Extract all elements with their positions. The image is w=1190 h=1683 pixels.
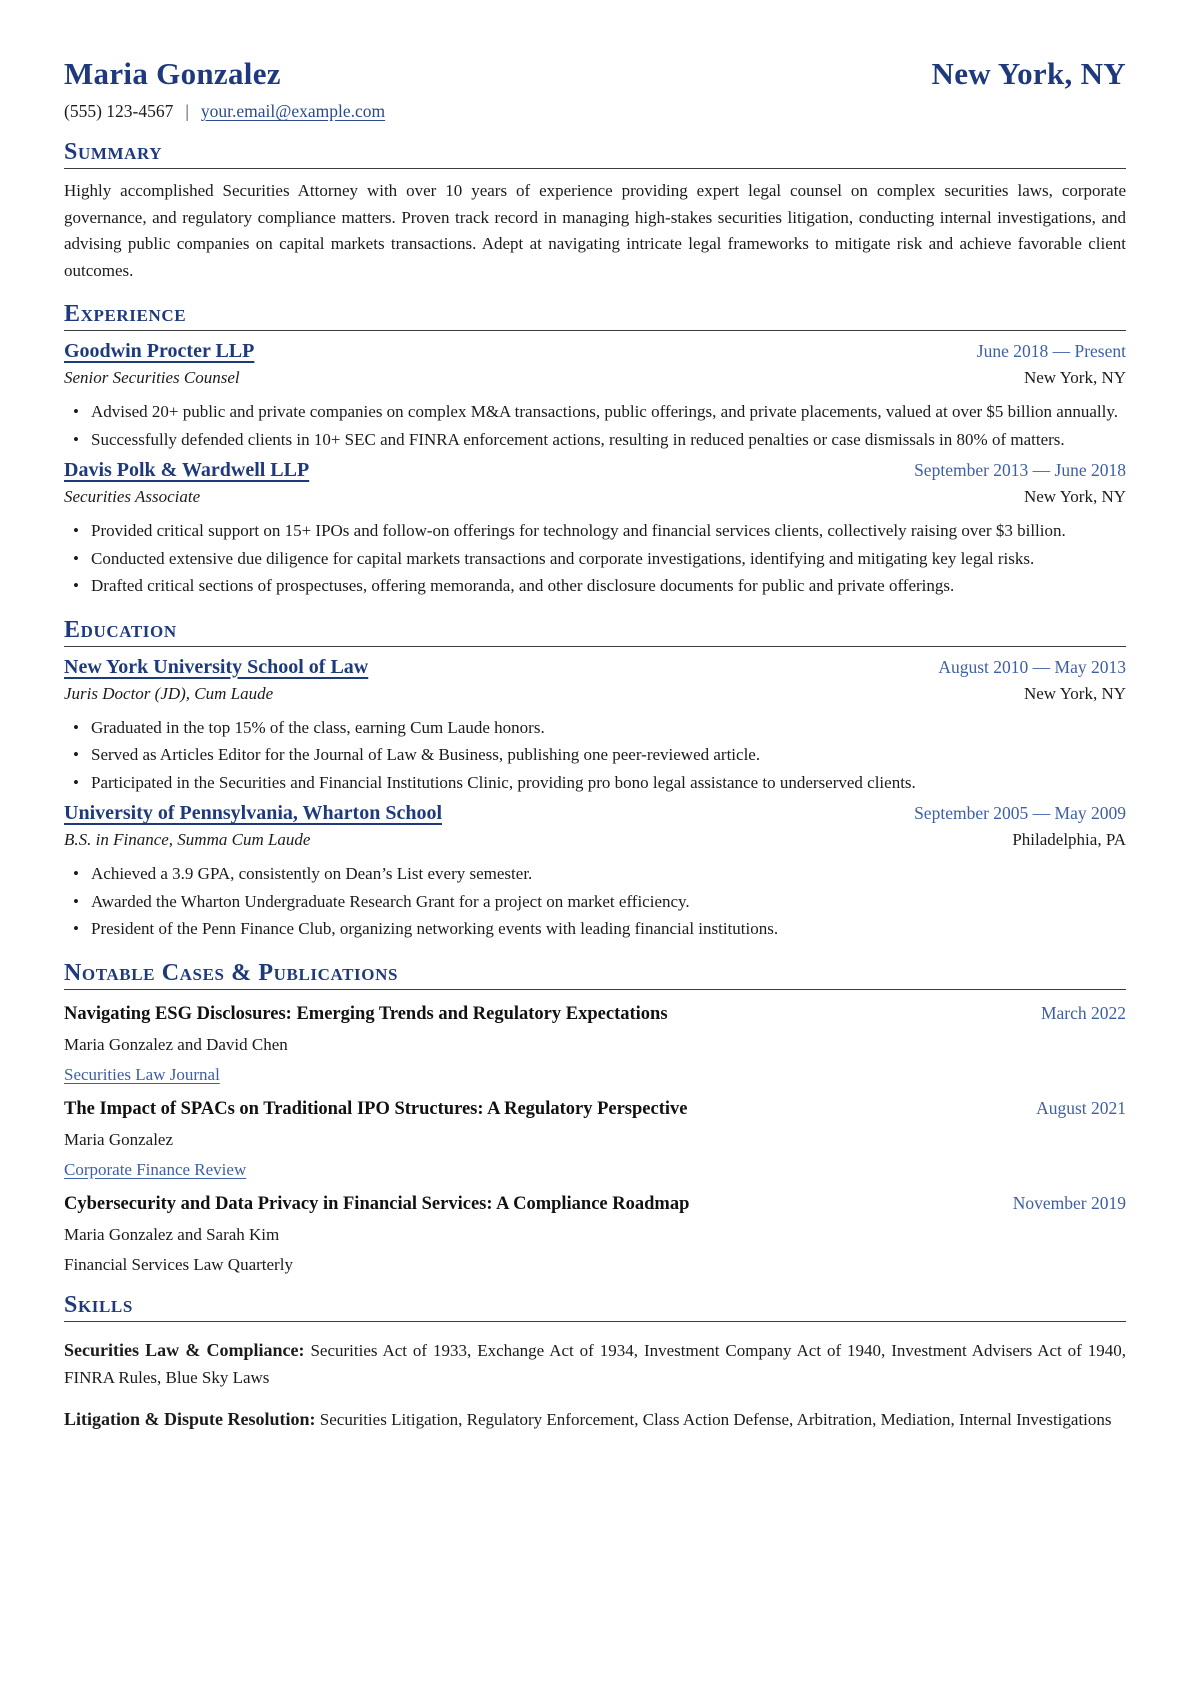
entry-bullet-list bbox=[64, 518, 1126, 600]
entry-degree: Juris Doctor (JD), Cum Laude bbox=[64, 683, 274, 703]
entry-bullet-list bbox=[64, 399, 1126, 453]
skill-label: Securities Law & Compliance: bbox=[64, 1339, 305, 1360]
header-location: New York, NY bbox=[931, 56, 1126, 91]
skill-text: Securities Litigation, Regulatory Enforcement, Class Action Defense, Arbitration, Mediation, Internal Investigations bbox=[319, 1409, 1112, 1429]
publication-entry bbox=[64, 1098, 1126, 1180]
experience-section-title: Experience bbox=[64, 301, 1126, 331]
experience-entry bbox=[64, 340, 1126, 453]
section-education bbox=[64, 617, 1126, 943]
summary-text: Highly accomplished Securities Attorney with over 10 years of experience providing expert legal counsel on complex securities laws, corporate governance, and regulatory compliance matters. Proven track record in managing high-stakes securities litigation, conducting internal investigations, and advising public companies on capital markets transactions. Adept at navigating intricate legal frameworks to mitigate risk and achieve favorable client outcomes. bbox=[64, 181, 1126, 280]
entry-sub bbox=[64, 368, 1126, 388]
experience-entry bbox=[64, 459, 1126, 600]
entry-dates: August 2010 — May 2013 bbox=[938, 656, 1126, 677]
entry-head bbox=[64, 656, 1126, 679]
publication-title: Cybersecurity and Data Privacy in Financial Services: A Compliance Roadmap bbox=[64, 1193, 690, 1214]
entry-head bbox=[64, 802, 1126, 825]
publication-journal bbox=[64, 1255, 1126, 1275]
publication-journal bbox=[64, 1065, 1126, 1085]
skill-line bbox=[64, 1337, 1126, 1391]
publication-title: The Impact of SPACs on Traditional IPO Structures: A Regulatory Perspective bbox=[64, 1098, 688, 1119]
bullet-item: • Drafted critical sections of prospectuses, offering memoranda, and other disclosure documents for public and private offerings. bbox=[64, 573, 1126, 600]
summary-section-title: Summary bbox=[64, 139, 1126, 169]
skill-line bbox=[64, 1406, 1126, 1433]
publication-authors: Maria Gonzalez and David Chen bbox=[64, 1034, 288, 1054]
entry-dates: June 2018 — Present bbox=[976, 341, 1126, 361]
publication-entry bbox=[64, 1193, 1126, 1275]
entry-head bbox=[64, 340, 1126, 363]
bullet-item: • Participated in the Securities and Financial Institutions Clinic, providing pro bono legal assistance to underserved clients. bbox=[64, 770, 1126, 797]
publication-date: March 2022 bbox=[1040, 1002, 1126, 1023]
publication-authors: Maria Gonzalez and Sarah Kim bbox=[64, 1224, 280, 1244]
entry-bullet-list bbox=[64, 715, 1126, 797]
bullet-item: • Conducted extensive due diligence for capital markets transactions and corporate investigations, identifying and mitigating key legal risks. bbox=[64, 546, 1126, 573]
section-publications bbox=[64, 960, 1126, 1275]
school-link[interactable]: New York University School of Law bbox=[64, 655, 369, 678]
publication-head bbox=[64, 1003, 1126, 1025]
section-experience bbox=[64, 301, 1126, 600]
entry-location: New York, NY bbox=[1023, 683, 1126, 703]
phone-number: (555) 123-4567 bbox=[64, 101, 174, 121]
bullet-item: • Awarded the Wharton Undergraduate Research Grant for a project on market efficiency. bbox=[64, 889, 1126, 916]
publication-title: Navigating ESG Disclosures: Emerging Trends and Regulatory Expectations bbox=[64, 1003, 668, 1024]
skill-label: Litigation & Dispute Resolution: bbox=[64, 1408, 316, 1429]
bullet-item: • Provided critical support on 15+ IPOs and follow-on offerings for technology and financial services clients, collectively raising over $3 billion. bbox=[64, 518, 1126, 545]
publication-head bbox=[64, 1098, 1126, 1120]
entry-sub bbox=[64, 684, 1126, 704]
entry-dates: September 2005 — May 2009 bbox=[914, 803, 1126, 823]
publications-section-title: Notable Cases & Publications bbox=[64, 960, 1126, 990]
school-link[interactable]: University of Pennsylvania, Wharton School bbox=[64, 802, 442, 824]
education-entry bbox=[64, 656, 1126, 797]
journal-link[interactable]: Corporate Finance Review bbox=[64, 1159, 247, 1179]
education-entry bbox=[64, 802, 1126, 943]
contact-separator: | bbox=[185, 101, 189, 121]
person-name: Maria Gonzalez bbox=[64, 56, 281, 91]
entry-role: Securities Associate bbox=[64, 487, 201, 506]
entry-location: New York, NY bbox=[1023, 368, 1126, 387]
bullet-item: • Graduated in the top 15% of the class, earning Cum Laude honors. bbox=[64, 715, 1126, 742]
bullet-item: • Served as Articles Editor for the Journal of Law & Business, publishing one peer-reviewed article. bbox=[64, 742, 1126, 769]
section-summary bbox=[64, 139, 1126, 284]
entry-sub bbox=[64, 830, 1126, 850]
journal-link[interactable]: Securities Law Journal bbox=[64, 1064, 220, 1084]
section-skills bbox=[64, 1292, 1126, 1433]
entry-dates: September 2013 — June 2018 bbox=[914, 460, 1126, 480]
entry-role: Senior Securities Counsel bbox=[64, 368, 240, 387]
contact-row bbox=[64, 101, 1126, 122]
entry-degree: B.S. in Finance, Summa Cum Laude bbox=[64, 830, 311, 849]
education-section-title: Education bbox=[64, 617, 1126, 647]
skills-section-title: Skills bbox=[64, 1292, 1126, 1322]
publication-date: August 2021 bbox=[1036, 1097, 1126, 1118]
publication-entry bbox=[64, 1003, 1126, 1085]
publication-date: November 2019 bbox=[1012, 1192, 1126, 1213]
entry-location: New York, NY bbox=[1023, 487, 1126, 506]
resume-header bbox=[64, 56, 1126, 92]
bullet-item: • Achieved a 3.9 GPA, consistently on Dean’s List every semester. bbox=[64, 861, 1126, 888]
bullet-item: • Advised 20+ public and private companies on complex M&A transactions, public offerings, and private placements, valued at over $5 billion annually. bbox=[64, 399, 1126, 426]
company-link[interactable]: Davis Polk & Wardwell LLP bbox=[64, 459, 310, 481]
publication-head bbox=[64, 1193, 1126, 1215]
email-link[interactable]: your.email@example.com bbox=[200, 101, 386, 121]
skill-text: Securities Act of 1933, Exchange Act of 1934, Investment Company Act of 1940, Investment Advisers Act of 1940, FINRA Rules, Blue Sky Laws bbox=[64, 1340, 1126, 1387]
entry-location: Philadelphia, PA bbox=[1012, 830, 1126, 849]
bullet-item: • President of the Penn Finance Club, organizing networking events with leading financial institutions. bbox=[64, 916, 1126, 943]
entry-bullet-list bbox=[64, 861, 1126, 943]
company-link[interactable]: Goodwin Procter LLP bbox=[64, 340, 255, 362]
publication-journal bbox=[64, 1160, 1126, 1180]
entry-head bbox=[64, 459, 1126, 482]
entry-sub bbox=[64, 487, 1126, 507]
publication-authors: Maria Gonzalez bbox=[64, 1129, 174, 1149]
journal-name: Financial Services Law Quarterly bbox=[64, 1254, 293, 1274]
bullet-item: • Successfully defended clients in 10+ SEC and FINRA enforcement actions, resulting in reduced penalties or case dismissals in 80% of matters. bbox=[64, 427, 1126, 454]
